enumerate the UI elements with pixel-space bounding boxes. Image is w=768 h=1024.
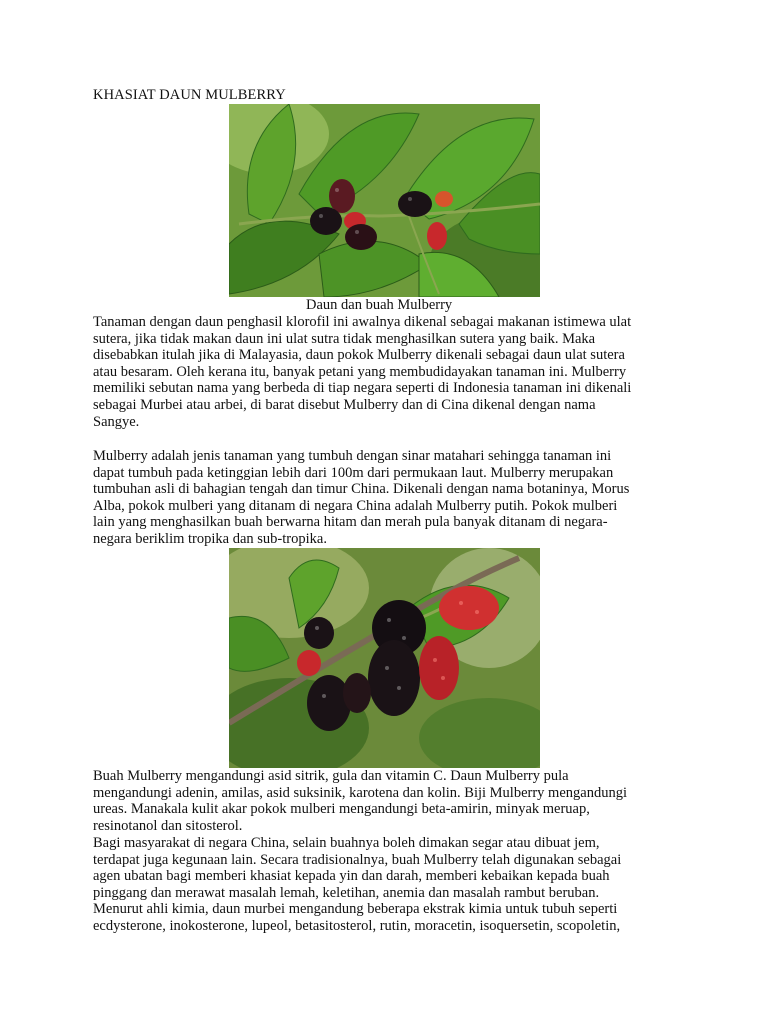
- document-title: KHASIAT DAUN MULBERRY: [93, 87, 286, 103]
- mulberry-leaves-illustration: [229, 104, 540, 297]
- paragraph-4: Bagi masyarakat di negara China, selain buahnya boleh dimakan segar atau dibuat jem, terdapat juga kegunaan lain. Secara tradisionalnya, buah Mulberry telah digunakan sebagai agen ubatan bagi memberi khasiat kepada yin dan darah, memberi kebaikan kepada buah pinggang dan merawat masalah lemah, keletihan, anemia dan masalah rambut beruban. Menurut ahli kimia, daun murbei mengandung beberapa ekstrak kimia untuk tubuh seperti ecdysterone, inokosterone, lupeol, betasitosterol, rutin, moracetin, isoquersetin, scopoletin,: [93, 835, 622, 934]
- paragraph-1: Tanaman dengan daun penghasil klorofil ini awalnya dikenal sebagai makanan istimewa ulat sutera, jika tidak makan daun ini ulat sutra tidak menghasilkan sutera yang baik. Maka disebabkan itulah jika di Malayasia, daun pokok Mulberry dikenali sebagai daun ulat sutera atau besaram. Oleh kerana itu, banyak petani yang membudidayakan tanaman ini. Mulberry memiliki sebutan nama yang berbeda di tiap negara seperti di Indonesia tanaman ini dikenali sebagai Murbei atau arbei, di barat disebut Mulberry dan di Cina dikenal dengan nama Sangye.: [93, 314, 632, 430]
- mulberry-leaves-photo: [229, 104, 540, 297]
- paragraph-2: Mulberry adalah jenis tanaman yang tumbuh dengan sinar matahari sehingga tanaman ini dapat tumbuh pada ketinggian lebih dari 100m dari permukaan laut. Mulberry merupakan tumbuhan asli di bahagian tengah dan timur China. Dikenali dengan nama botaninya, Morus Alba, pokok mulberi yang ditanam di negara China adalah Mulberry putih. Pokok mulberi lain yang menghasilkan buah berwarna hitam dan merah pula banyak ditanam di negara- negara beriklim tropika dan sub-tropika.: [93, 448, 630, 547]
- mulberry-fruit-illustration: [229, 548, 540, 768]
- figure-caption: Daun dan buah Mulberry: [306, 297, 453, 313]
- paragraph-3: Buah Mulberry mengandungi asid sitrik, gula dan vitamin C. Daun Mulberry pula mengandungi adenin, amilas, asid suksinik, karotena dan kolin. Biji Mulberry mengandungi ureas. Manakala kulit akar pokok mulberi mengandungi beta-amirin, minyak meruap, resinotanol dan sitosterol.: [93, 768, 627, 834]
- mulberry-fruit-photo: [229, 548, 540, 768]
